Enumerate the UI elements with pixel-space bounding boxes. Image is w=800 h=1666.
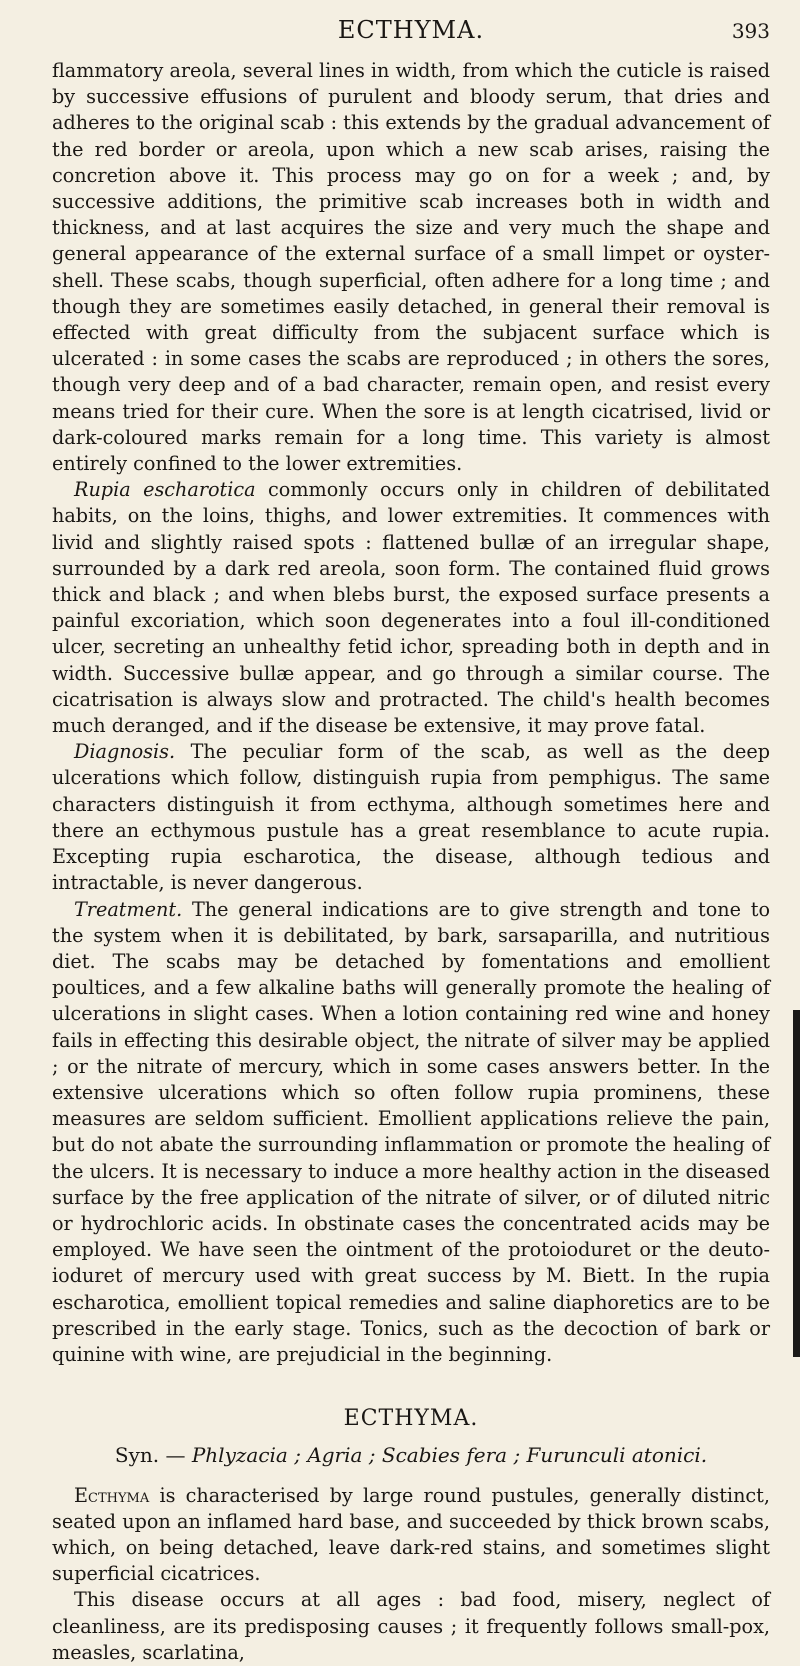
term-rupia-escharotica: Rupia escharotica [74,478,256,502]
paragraph-causes: This disease occurs at all ages : bad food, misery, neglect of cleanliness, are its predisposing causes ; it frequently follows small-pox, measles, scarlatina, [52,1588,770,1664]
synonyms-line [52,1442,770,1468]
paragraph-continued: flammatory areola, several lines in width, from which the cuticle is raised by successive effusions of purulent and bloody serum, that dries and adheres to the original scab : this extends by the gradual advancement of the red border or areola, upon which a new scab arises, raising the concretion above it. This process may go on for a week ; and, by successive additions, the primitive scab increases both in width and thickness, and at last acquires the size and very much the shape and general appearance of the external surface of a small limpet or oyster-shell. These scabs, though superficial, often adhere for a long time ; and though they are sometimes easily detached, in general their removal is effected with great difficulty from the subjacent surface which is ulcerated : in some cases the scabs are reproduced ; in others the sores, though very deep and of a bad character, remain open, and resist every means tried for their cure. When the sore is at length cicatrised, livid or dark-coloured marks remain for a long time. This variety is almost entirely confined to the lower extremities. [52,59,770,476]
page-number: 393 [731,19,770,43]
paragraph-text: is characterised by large round pustules, generally distinct, seated upon an inflamed hard base, and succeeded by thick brown scabs, which, on being detached, leave dark-red stains, and sometimes slight superficial cicatrices. [52,1483,770,1586]
term-treatment: Treatment. [74,897,183,921]
paragraph-text: The peculiar form of the scab, as well as the deep ulcerations which follow, distinguish rupia from pemphigus. The same characters distinguish it from ecthyma, although sometimes here and there an ecthymous pustule has a great resemblance to acute rupia. Excepting rupia escharotica, the disease, although tedious and intractable, is never dangerous. [52,740,770,895]
page-body [52,58,770,1666]
lead-word: Ecthyma [74,1483,150,1507]
paragraph-rupia-escharotica [52,477,770,739]
term-diagnosis: Diagnosis. [74,740,176,764]
synonyms-label: Syn. — [114,1443,192,1468]
section-title: ECTHYMA. [343,1406,479,1432]
paragraph-ecthyma-definition [52,1483,770,1588]
paragraph-diagnosis [52,739,770,896]
page-edge-shadow [793,1010,800,1357]
page-header [52,16,770,52]
synonyms-terms: Phlyzacia ; Agria ; Scabies fera ; Furunculi atonici. [191,1443,708,1468]
running-title: ECTHYMA. [337,16,485,44]
paragraph-text: commonly occurs only in children of debilitated habits, on the loins, thighs, and lower extremities. It commences with livid and slightly raised spots : flattened bullæ of an irregular shape, surrounded by a dark red areola, soon form. The contained fluid grows thick and black ; and when blebs burst, the exposed surface presents a painful excoriation, which soon degenerates into a foul ill-conditioned ulcer, secreting an unhealthy fetid ichor, spreading both in depth and in width. Successive bullæ appear, and go through a similar course. The cicatrisation is always slow and protracted. The child's health becomes much deranged, and if the disease be extensive, it may prove fatal. [52,478,771,738]
paragraph-text: The general indications are to give strength and tone to the system when it is debilitated, by bark, sarsaparilla, and nutritious diet. The scabs may be detached by fomentations and emollient poultices, and a few alkaline baths will generally promote the healing of ulcerations in slight cases. When a lotion containing red wine and honey fails in effecting this desirable object, the nitrate of silver may be applied ; or the nitrate of mercury, which in some cases answers better. In the extensive ulcerations which so often follow rupia prominens, these measures are seldom sufficient. Emollient applications relieve the pain, but do not abate the surrounding inflammation or promote the healing of the ulcers. It is necessary to induce a more healthy action in the diseased surface by the free application of the nitrate of silver, or of diluted nitric or hydrochloric acids. In obstinate cases the concentrated acids may be employed. We have seen the ointment of the protoioduret or the deuto-ioduret of mercury used with great success by M. Biett. In the rupia escharotica, emollient topical remedies and saline diaphoretics are to be prescribed in the early stage. Tonics, such as the decoction of bark or quinine with wine, are prejudicial in the beginning. [52,897,770,1366]
paragraph-treatment [52,897,770,1369]
